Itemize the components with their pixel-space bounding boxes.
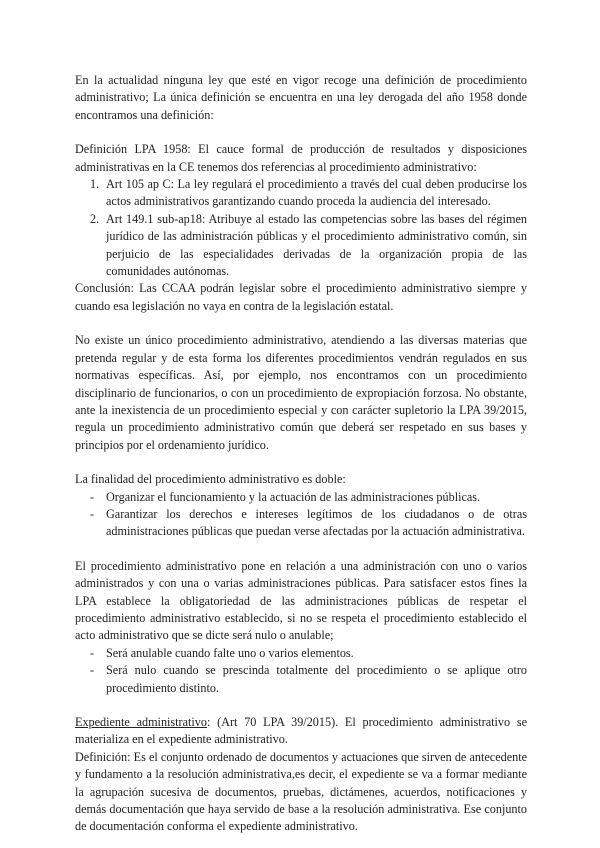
nullity-list — [75, 645, 527, 697]
expediente-paragraph: Expediente administrativo: (Art 70 LPA 39/2015). El procedimiento administrativo se materializa en el expediente administrativo. — [75, 715, 527, 747]
list-item: - Será nulo cuando se prescinda totalmente del procedimiento o se aplique otro procedimiento distinto. — [90, 663, 527, 695]
definition-paragraph: Definición: Es el conjunto ordenado de documentos y actuaciones que sirven de antecedente y fundamento a la resolución administrativa,es decir, el expediente se va a formar mediante la agrupación sucesiva de documentos, pruebas, dictámenes, acuerdos, notificaciones y demás documentación que haya servido de base a la resolución administrativa. Ese conjunto de documentación conforma el expediente administrativo. — [75, 749, 527, 834]
list-item: - Será anulable cuando falte uno o varios elementos. — [90, 645, 354, 660]
list-item: - Organizar el funcionamiento y la actuación de las administraciones públicas. — [90, 489, 481, 504]
list-item: - Garantizar los derechos e intereses legítimos de los ciudadanos o de otras administraciones públicas que puedan verse afectadas por la actuación administrativa. — [90, 506, 527, 539]
intro-paragraph: En la actualidad ninguna ley que esté en vigor recoge una definición de procedimiento administrativo; La única definición se encuentra en una ley derogada del año 1958 donde encontramos una definición: — [75, 73, 527, 122]
definition-lpa-paragraph: Definición LPA 1958: El cauce formal de producción de resultados y disposiciones administrativas en la CE tenemos dos referencias al procedimiento administrativo: — [75, 142, 527, 174]
list-item: 2. Art 149.1 sub-ap18: Atribuye al estado las competencias sobre las bases del régimen jurídico de las administración públicas y el procedimiento administrativo común, sin perjuicio de las especialidades derivadas de la organización propia de las comunidades autónomas. — [90, 211, 527, 279]
procedures-paragraph: No existe un único procedimiento administrativo, atendiendo a las diversas materias que pretenda regular y de esta forma los diferentes procedimientos vendrán regulados en sus normativas específicas. Así, por ejemplo, nos encontramos con un procedimiento disciplinario de funcionarios, o con un procedimiento de expropiación forzosa. No obstante, ante la inexistencia de un procedimiento especial y con carácter supletorio la LPA 39/2015, regula un procedimiento administrativo común que deberá ser respetado en sus bases y principios por el ordenamiento jurídico. — [75, 333, 527, 452]
purpose-list — [75, 489, 527, 541]
relation-paragraph: El procedimiento administrativo pone en relación a una administración con uno o varios administrados y con una o varias administraciones públicas. Para satisfacer estos fines la LPA establece la obligatoriedad de las administraciones públicas de respetar el procedimiento administrativo establecido, si no se respeta el procedimiento establecido el acto administrativo que se dicte será nulo o anulable; — [75, 558, 527, 643]
expediente-title: Expediente administrativo — [75, 715, 207, 729]
purpose-paragraph: La finalidad del procedimiento administrativo es doble: — [75, 472, 346, 487]
document-page — [75, 72, 527, 836]
conclusion-paragraph: Conclusión: Las CCAA podrán legislar sobre el procedimiento administrativo siempre y cuando esa legislación no vaya en contra de la legislación estatal. — [75, 281, 527, 313]
list-item: 1. Art 105 ap C: La ley regulará el procedimiento a través del cual deben producirse los actos administrativos garantizando cuando proceda la audiencia del interesado. — [90, 177, 527, 209]
ce-references-list — [75, 176, 527, 280]
